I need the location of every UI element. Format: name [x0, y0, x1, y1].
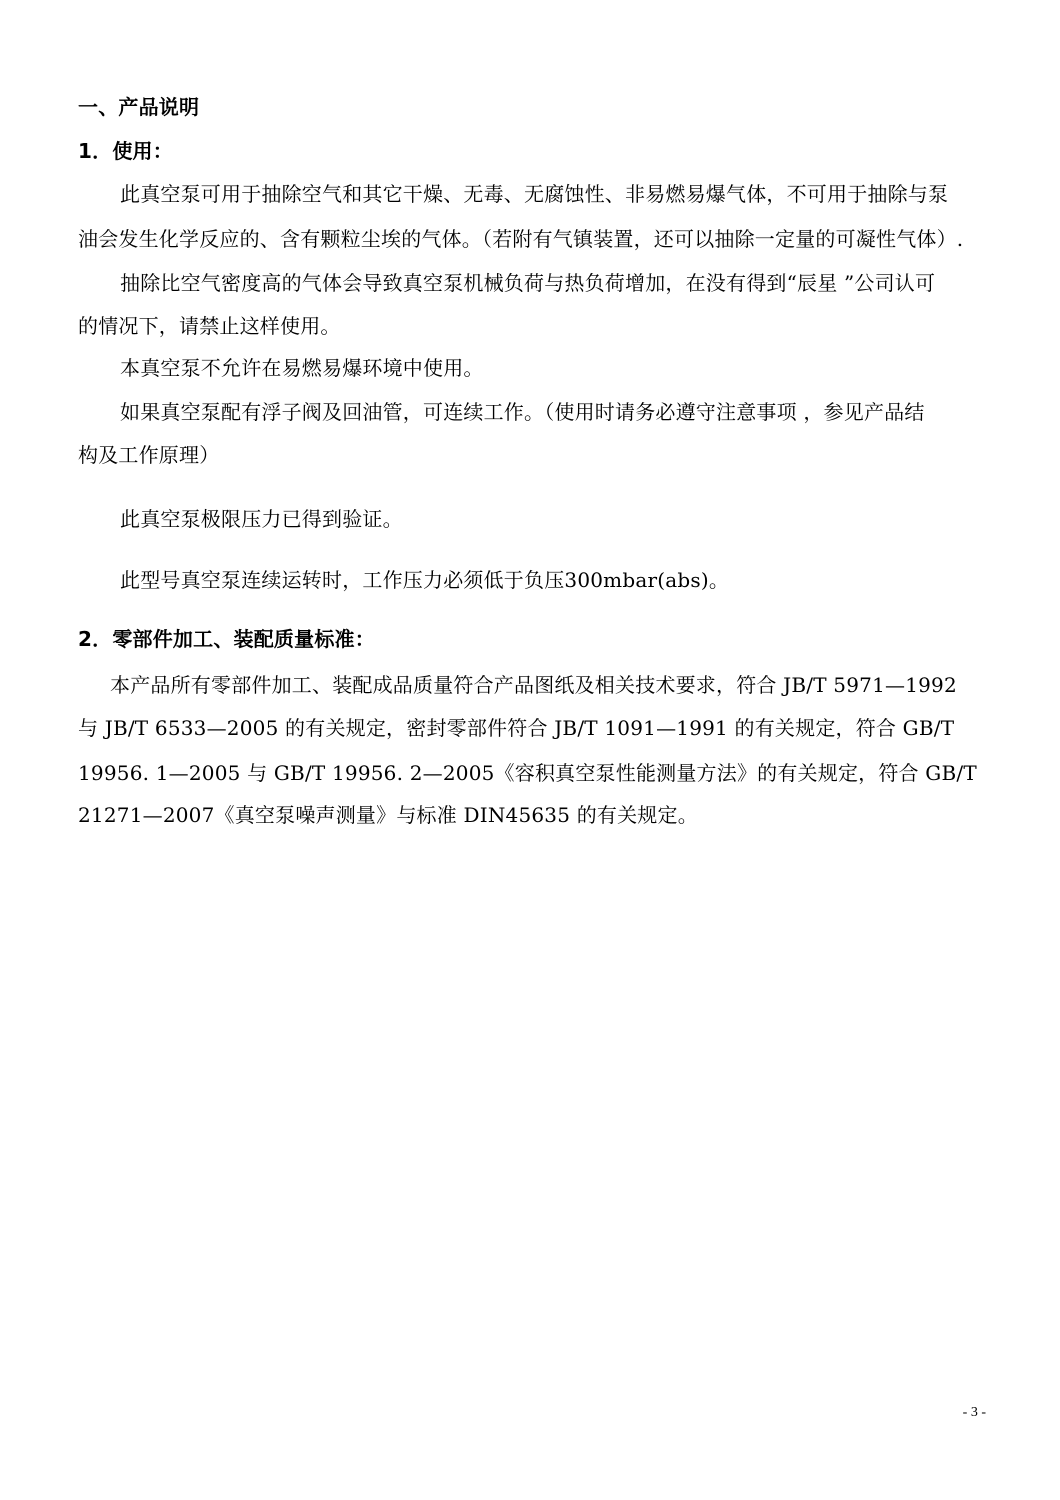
usage-paragraph-5: 此真空泵极限压力已得到验证。	[120, 507, 403, 531]
page-number: - 3 -	[962, 1405, 986, 1420]
standards-line-3: 19956. 1—2005 与 GB/T 19956. 2—2005《容积真空泵性能测量方法》的有关规定，符合 GB/T	[78, 761, 977, 785]
usage-paragraph-3: 本真空泵不允许在易燃易爆环境中使用。	[120, 356, 484, 380]
usage-paragraph-4-line-1: 如果真空泵配有浮子阀及回油管，可连续工作。（使用时请务必遵守注意事项 ，参见产品结	[120, 400, 925, 424]
standards-line-2: 与 JB/T 6533—2005 的有关规定，密封零部件符合 JB/T 1091—1991 的有关规定，符合 GB/T	[78, 716, 955, 740]
usage-paragraph-2-line-1: 抽除比空气密度高的气体会导致真空泵机械负荷与热负荷增加，在没有得到“辰星 ”公司认可	[120, 271, 936, 295]
usage-heading: 1．使用：	[78, 139, 173, 163]
usage-paragraph-2-line-2: 的情况下，请禁止这样使用。	[78, 314, 341, 338]
standards-line-4: 21271—2007《真空泵噪声测量》与标准 DIN45635 的有关规定。	[78, 803, 698, 827]
usage-paragraph-4-line-2: 构及工作原理）	[78, 443, 220, 467]
usage-paragraph-1-line-2: 油会发生化学反应的、含有颗粒尘埃的气体。（若附有气镇装置，还可以抽除一定量的可凝性气体）.	[78, 227, 964, 251]
usage-paragraph-6: 此型号真空泵连续运转时，工作压力必须低于负压300mbar(abs)。	[120, 568, 730, 592]
standards-heading: 2．零部件加工、装配质量标准：	[78, 627, 375, 651]
standards-line-1: 本产品所有零部件加工、装配成品质量符合产品图纸及相关技术要求，符合 JB/T 5971—1992	[110, 673, 957, 697]
usage-paragraph-1-line-1: 此真空泵可用于抽除空气和其它干燥、无毒、无腐蚀性、非易燃易爆气体，不可用于抽除与泵	[120, 182, 949, 206]
section-title: 一、产品说明	[78, 95, 200, 119]
